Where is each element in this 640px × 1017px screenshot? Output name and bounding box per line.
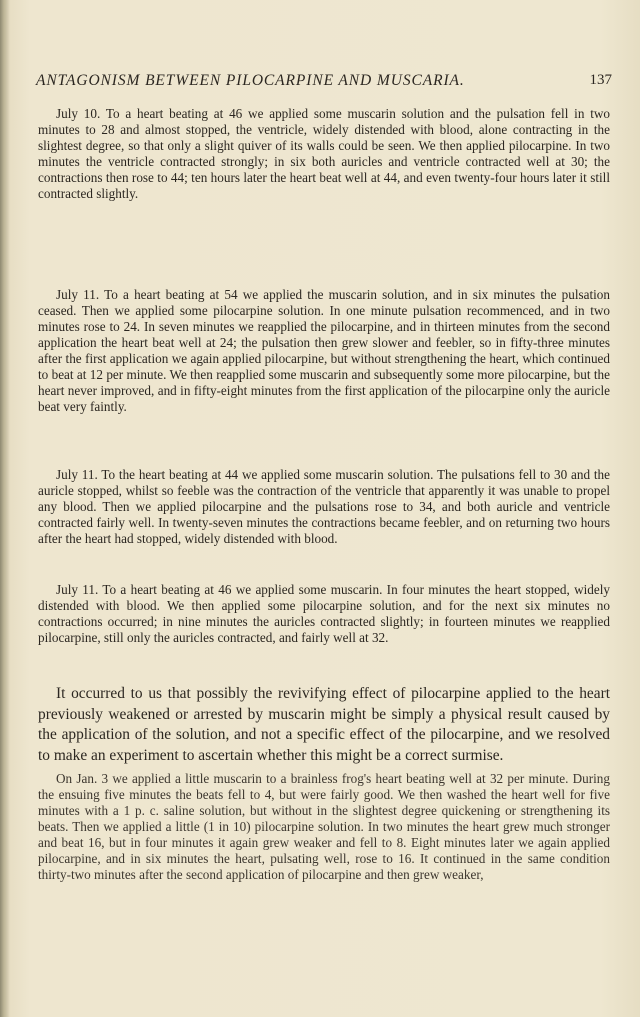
paragraph-jan-3: On Jan. 3 we applied a little muscarin to a brainless frog's heart beating well at 32 per minute. During the ensuing five minutes the beats fell to 4, but were fairly good. We then washed the heart well for five minutes with a 1 p. c. saline solution, but without in the slightest degree quickening or strengthening its beats. Then we applied a little (1 in 10) pilocarpine solution. In two minutes the heart grew much stronger and beat 16, but in four minutes it again grew weaker and fell to 8. Eight minutes later we again applied pilocarpine, and in six minutes the heart, pulsating well, rose to 16. It continued in the same condition thirty-two minutes after the second application of pilocarpine and then grew weaker, <box>38 771 610 882</box>
page-header <box>36 72 612 94</box>
spine-shadow <box>0 0 10 1017</box>
paragraph-july-10: July 10. To a heart beating at 46 we applied some muscarin solution and the pulsation fell in two minutes to 28 and almost stopped, the ventricle, widely distended with blood, alone contracting in the slightest degree, so that only a slight quiver of its walls could be seen. We then applied pilocarpine. In two minutes the ventricle contracted strongly; in six both auricles and ventricle contracted well at 30; the contractions then rose to 44; ten hours later the heart beat well at 44, and even twenty-four hours later it still contracted slightly. <box>38 106 610 201</box>
running-title: ANTAGONISM BETWEEN PILOCARPINE AND MUSCARIA. <box>36 72 465 89</box>
paragraph-july-11-first: July 11. To a heart beating at 54 we applied the muscarin solution, and in six minutes the pulsation ceased. Then we applied some pilocarpine solution. In one minute pulsation recommenced, and in two minutes rose to 24. In seven minutes we reapplied the pilocarpine, and in thirteen minutes from the second application the heart beat well at 24; the pulsation then grew slower and feebler, so in fifty-three minutes after the first application we again applied pilocarpine, but without strengthening the heart, which continued to beat at 12 per minute. We then reapplied some muscarin and subsequently some more pilocarpine, but the heart never improved, and in fifty-eight minutes from the first application of the pilocarpine only the auricle beat very faintly. <box>38 287 610 414</box>
paragraph-july-11-third: July 11. To a heart beating at 46 we applied some muscarin. In four minutes the heart stopped, widely distended with blood. We then applied some pilocarpine solution, and for the next six minutes no contractions occurred; in nine minutes the auricles contracted slightly; in fourteen minutes we reapplied pilocarpine, still only the auricles contracted, and fairly well at 32. <box>38 582 610 645</box>
paragraph-july-11-second: July 11. To the heart beating at 44 we applied some muscarin solution. The pulsations fell to 30 and the auricle stopped, whilst so feeble was the contraction of the ventricle that apparently it was unable to propel any blood. Then we applied pilocarpine and the pulsations rose to 34, and both auricle and ventricle contracted fairly well. In twenty-seven minutes the contractions became feebler, and on returning two hours after the heart had stopped, widely distended with blood. <box>38 467 610 546</box>
paragraph-hypothesis: It occurred to us that possibly the revivifying effect of pilocarpine applied to the heart previously weakened or arrested by muscarin might be simply a physical result caused by the application of the solution, and not a specific effect of the pilocarpine, and we resolved to make an experiment to ascertain whether this might be a correct surmise. <box>38 685 610 764</box>
page-number: 137 <box>589 72 612 88</box>
